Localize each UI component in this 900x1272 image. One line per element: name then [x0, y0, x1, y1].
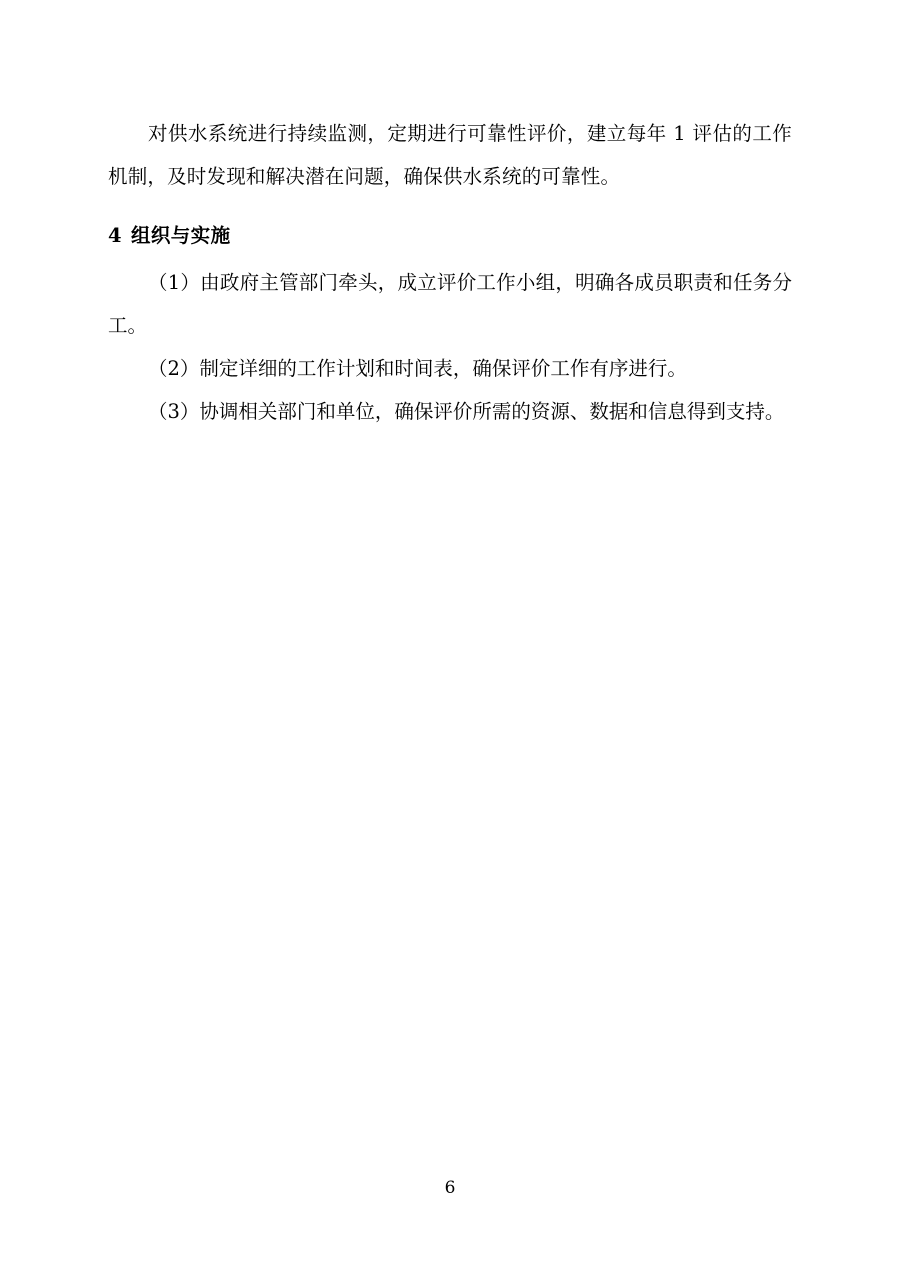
page-content	[108, 112, 792, 433]
list-item: （2）制定详细的工作计划和时间表，确保评价工作有序进行。	[148, 357, 687, 380]
intro-paragraph: 对供水系统进行持续监测，定期进行可靠性评价，建立每年 1 评估的工作机制，及时发现和解决潜在问题，确保供水系统的可靠性。	[108, 122, 792, 188]
section-number: 4	[108, 224, 122, 247]
list-item: （1）由政府主管部门牵头，成立评价工作小组，明确各成员职责和任务分工。	[108, 271, 792, 337]
section-title: 组织与实施	[130, 224, 231, 247]
section-heading	[108, 214, 792, 257]
list-item: （3）协调相关部门和单位，确保评价所需的资源、数据和信息得到支持。	[148, 400, 785, 423]
page-number: 6	[444, 1178, 456, 1198]
